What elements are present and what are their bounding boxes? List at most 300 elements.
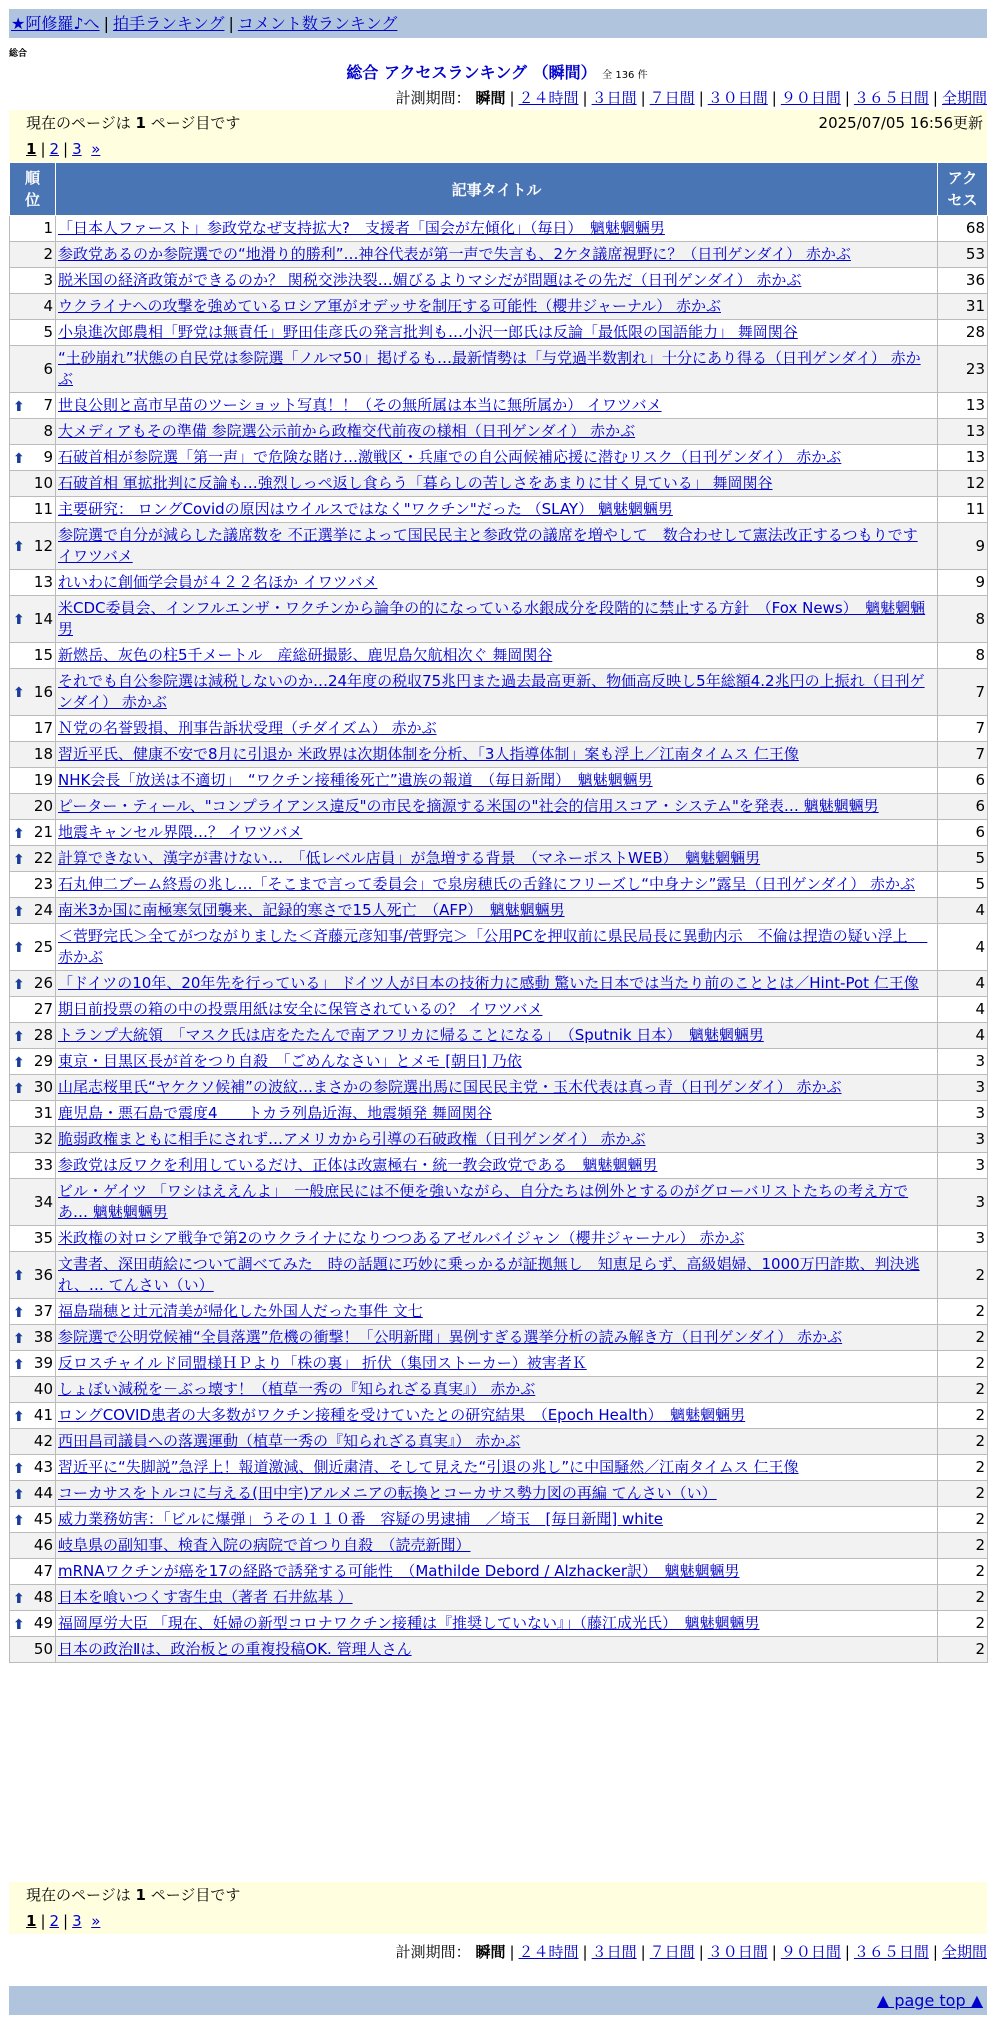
rank-cell (10, 320, 56, 346)
title-cell (56, 445, 938, 471)
rank-number: 32 (33, 1130, 53, 1148)
access-count: 53 (938, 242, 988, 268)
access-count: 4 (938, 898, 988, 924)
table-row (10, 742, 988, 768)
title-cell (56, 1179, 938, 1226)
rank-number: 4 (43, 297, 53, 315)
rank-cell (10, 570, 56, 596)
title-cell (56, 294, 938, 320)
period-3d[interactable]: ３日間 (591, 89, 637, 107)
table-row (10, 1049, 988, 1075)
table-row (10, 523, 988, 570)
title-cell (56, 419, 938, 445)
rank-number: 46 (33, 1536, 53, 1554)
rank-up-arrow-icon: ⬆ (13, 1512, 25, 1529)
rank-cell (10, 393, 56, 419)
article-link[interactable]: 参政党は反ワクを利用しているだけ、正体は改憲極右・統一教会政党である 魑魅魍魎男 (58, 1156, 658, 1174)
rank-cell (10, 1299, 56, 1325)
period-3d[interactable]: ３日間 (591, 1943, 637, 1961)
period-all[interactable]: 全期間 (941, 1943, 987, 1961)
rank-number: 38 (33, 1328, 53, 1346)
article-link[interactable]: 威力業務妨害：「ビルに爆弾」うその１１０番 容疑の男逮捕 ／埼玉 [毎日新聞] white (58, 1510, 664, 1528)
page-title (0, 60, 994, 83)
rank-up-arrow-icon: ⬆ (13, 1330, 25, 1347)
table-row (10, 1481, 988, 1507)
rank-number: 17 (33, 719, 53, 737)
access-count: 2 (938, 1325, 988, 1351)
article-link[interactable]: 鹿児島・悪石島で震度4 トカラ列島近海、地震頻発 舞岡関谷 (58, 1104, 492, 1122)
article-link[interactable]: 米政権の対ロシア戦争で第2のウクライナになりつつあるアゼルバイジャン（櫻井ジャーナル） 赤かぶ (58, 1229, 745, 1247)
article-link[interactable]: 福岡厚労大臣 「現在、妊婦の新型コロナワクチン接種は『推奨していない』」（藤江成光氏） 魑魅魍魎男 (58, 1614, 760, 1632)
table-row (10, 1403, 988, 1429)
article-link[interactable]: 石破首相 軍拡批判に反論も…強烈しっぺ返し食らう「暮らしの苦しさをあまりに甘く見ている」 舞岡関谷 (58, 474, 773, 492)
title-cell (56, 1585, 938, 1611)
rank-up-arrow-icon: ⬆ (13, 1616, 25, 1633)
table-row (10, 768, 988, 794)
title-cell (56, 1127, 938, 1153)
article-link[interactable]: 脆弱政権まともに相手にされず…アメリカから引導の石破政権（日刊ゲンダイ） 赤かぶ (58, 1130, 646, 1148)
rank-number: 19 (33, 771, 53, 789)
page-2-link[interactable]: 2 (49, 140, 60, 158)
access-count: 9 (938, 523, 988, 570)
title-cell (56, 1429, 938, 1455)
access-count: 2 (938, 1611, 988, 1637)
rank-number: 15 (33, 646, 53, 664)
table-row (10, 1153, 988, 1179)
table-row (10, 794, 988, 820)
title-cell (56, 1023, 938, 1049)
rank-cell (10, 742, 56, 768)
title-cell (56, 497, 938, 523)
article-link[interactable]: 西田昌司議員への落選運動（植草一秀の『知られざる真実』） 赤かぶ (58, 1432, 521, 1450)
rank-number: 36 (33, 1265, 53, 1284)
comment-ranking-link[interactable]: コメント数ランキング (237, 14, 398, 33)
title-cell (56, 216, 938, 242)
article-link[interactable]: 脱米国の経済政策ができるのか？ 関税交渉決裂…媚びるよりマシだが問題はその先だ（日刊ゲンダイ） 赤かぶ (58, 271, 802, 289)
article-link[interactable]: 期日前投票の箱の中の投票用紙は安全に保管されているの？ イワツバメ (58, 1000, 543, 1018)
period-365d[interactable]: ３６５日間 (853, 89, 929, 107)
table-row (10, 1299, 988, 1325)
title-cell (56, 716, 938, 742)
current-page: 1 (135, 1886, 146, 1904)
article-link[interactable]: ロングCOVID患者の大多数がワクチン接種を受けていたとの研究結果 （Epoch Health） 魑魅魍魎男 (58, 1406, 746, 1424)
table-row (10, 1559, 988, 1585)
title-cell (56, 669, 938, 716)
ranking-table (9, 162, 988, 1663)
rank-up-arrow-icon: ⬆ (13, 612, 25, 628)
rank-up-arrow-icon: ⬆ (13, 903, 25, 920)
rank-cell (10, 242, 56, 268)
article-link[interactable]: 岐阜県の副知事、検査入院の病院で首つり自殺 （読売新聞） (58, 1536, 471, 1554)
table-row (10, 643, 988, 669)
period-365d[interactable]: ３６５日間 (853, 1943, 929, 1961)
pager: 1 | 2 | 3 » (26, 1912, 101, 1930)
table-row (10, 1533, 988, 1559)
period-7d[interactable]: ７日間 (649, 1943, 695, 1961)
title-cell (56, 471, 938, 497)
article-link[interactable]: 南米3か国に南極寒気団襲来、記録的寒さで15人死亡 （AFP） 魑魅魍魎男 (58, 901, 565, 919)
rank-cell (10, 596, 56, 643)
access-count: 2 (938, 1252, 988, 1299)
page-3-link[interactable]: 3 (72, 1912, 82, 1930)
title-cell (56, 1481, 938, 1507)
title-cell (56, 1049, 938, 1075)
rank-cell (10, 1023, 56, 1049)
table-row (10, 872, 988, 898)
rank-cell (10, 1075, 56, 1101)
period-7d[interactable]: ７日間 (649, 89, 695, 107)
title-cell (56, 1637, 938, 1663)
access-count: 2 (938, 1585, 988, 1611)
table-row (10, 846, 988, 872)
title-cell (56, 643, 938, 669)
access-count: 2 (938, 1507, 988, 1533)
article-link[interactable]: 石丸伸二ブーム終焉の兆し…「そこまで言って委員会」で泉房穂氏の舌鋒にフリーズし“中身ナシ”露呈（日刊ゲンダイ） 赤かぶ (58, 875, 916, 893)
rank-number: 45 (33, 1510, 53, 1528)
article-link[interactable]: しょぼい減税を－ぶっ壊す！（植草一秀の『知られざる真実』） 赤かぶ (58, 1380, 536, 1398)
article-link[interactable]: 習近平氏、健康不安で8月に引退か 米政界は次期体制を分析、「3人指導体制」案も浮上／江南タイムス 仁王像 (58, 745, 799, 763)
table-row (10, 1351, 988, 1377)
rank-cell (10, 1101, 56, 1127)
rank-number: 7 (43, 396, 53, 414)
title-cell (56, 242, 938, 268)
table-row (10, 419, 988, 445)
period-all[interactable]: 全期間 (941, 89, 987, 107)
access-count: 3 (938, 1101, 988, 1127)
access-count: 7 (938, 716, 988, 742)
table-row (10, 1377, 988, 1403)
rank-up-arrow-icon: ⬆ (13, 940, 25, 956)
rank-number: 44 (33, 1484, 53, 1502)
rank-up-arrow-icon: ⬆ (13, 539, 25, 555)
table-row (10, 898, 988, 924)
period-selector-bottom: 計測期間： 瞬間 | ２４時間 | ３日間 | ７日間 | ３０日間 | ９０日間 | ３６５日間 | 全期間 (395, 1943, 987, 1961)
article-link[interactable]: 日本の政治Ⅱは、政治板との重複投稿OK. 管理人さん (58, 1640, 412, 1658)
table-row (10, 1429, 988, 1455)
rank-cell (10, 268, 56, 294)
rank-number: 18 (33, 745, 53, 763)
table-row (10, 497, 988, 523)
rank-number: 49 (33, 1614, 53, 1632)
rank-number: 11 (33, 500, 53, 518)
rank-cell (10, 971, 56, 997)
pager: 1 | 2 | 3 » (26, 140, 101, 158)
rank-cell (10, 1637, 56, 1663)
title-cell (56, 596, 938, 643)
article-link[interactable]: 大メディアもその準備 参院選公示前から政権交代前夜の様相（日刊ゲンダイ） 赤かぶ (58, 422, 636, 440)
rank-up-arrow-icon: ⬆ (13, 1356, 25, 1373)
access-count: 5 (938, 846, 988, 872)
page-3-link[interactable]: 3 (72, 140, 82, 158)
access-count: 3 (938, 1153, 988, 1179)
rank-up-arrow-icon: ⬆ (13, 1268, 25, 1284)
rank-cell (10, 1351, 56, 1377)
table-row (10, 716, 988, 742)
article-link[interactable]: れいわに創価学会員が４２２名ほか イワツバメ (58, 573, 378, 591)
title-cell (56, 1507, 938, 1533)
next-page-link[interactable]: » (91, 140, 101, 158)
period-30d[interactable]: ３０日間 (707, 1943, 768, 1961)
article-link[interactable]: 文書者、深田萌絵について調べてみた 時の話題に巧妙に乗っかるが証拠無し 知恵足らず、高級娼婦、1000万円詐欺、判決逃れ、… てんさい（い） (58, 1255, 920, 1294)
table-header-row (10, 163, 988, 216)
rank-number: 50 (33, 1640, 53, 1658)
rank-number: 39 (33, 1354, 53, 1372)
header-access: アクセス (938, 163, 988, 216)
rank-cell (10, 445, 56, 471)
article-link[interactable]: ＜菅野完氏＞全てがつながりました＜斉藤元彦知事/菅野完＞「公用PCを押収前に県民局長に異動内示 不倫は捏造の疑い浮上 赤かぶ (58, 927, 928, 966)
article-link[interactable]: 参院選で自分が減らした議席数を 不正選挙によって国民民主と参政党の議席を増やして 数合わせして憲法改正するつもりです イワツバメ (58, 526, 918, 565)
rank-up-arrow-icon: ⬆ (13, 685, 25, 701)
rank-number: 6 (43, 359, 53, 378)
table-row (10, 820, 988, 846)
rank-number: 27 (33, 1000, 53, 1018)
rank-cell (10, 1481, 56, 1507)
table-row (10, 268, 988, 294)
table-row (10, 1023, 988, 1049)
rank-up-arrow-icon: ⬆ (13, 851, 25, 868)
rank-number: 33 (33, 1156, 53, 1174)
article-link[interactable]: 地震キャンセル界隈…？ イワツバメ (58, 823, 303, 841)
title-cell (56, 794, 938, 820)
title-cell (56, 346, 938, 393)
rank-cell (10, 1153, 56, 1179)
access-count: 6 (938, 820, 988, 846)
rank-cell (10, 497, 56, 523)
title-cell (56, 393, 938, 419)
access-count: 13 (938, 445, 988, 471)
article-link[interactable]: 世良公則と高市早苗のツーショット写真！！（その無所属は本当に無所属か） イワツバメ (58, 396, 662, 414)
rank-number: 13 (33, 573, 53, 591)
table-row (10, 445, 988, 471)
table-row (10, 1507, 988, 1533)
title-cell (56, 570, 938, 596)
table-row (10, 924, 988, 971)
access-count: 28 (938, 320, 988, 346)
title-cell (56, 997, 938, 1023)
title-cell (56, 1351, 938, 1377)
rank-cell (10, 1585, 56, 1611)
table-row (10, 1637, 988, 1663)
table-row (10, 320, 988, 346)
paging-status: 現在のページは 1 ページ目です (26, 1886, 241, 1904)
article-link[interactable]: 日本を喰いつくす寄生虫（著者 石井紘基 ） (58, 1588, 353, 1606)
rank-cell (10, 820, 56, 846)
article-link[interactable]: 反ロスチャイルド同盟様ＨＰより「株の裏」 折伏（集団ストーカー）被害者Ｋ (58, 1354, 587, 1372)
rank-number: 34 (33, 1192, 53, 1211)
article-link[interactable]: 計算できない、漢字が書けない… 「低レベル店員」が急増する背景 （マネーポストWEB） 魑魅魍魎男 (58, 849, 761, 867)
article-link[interactable]: 主要研究： ロングCovidの原因はウイルスではなく"ワクチン"だった （SLAY） 魑魅魍魎男 (58, 500, 673, 518)
access-count: 2 (938, 1429, 988, 1455)
rank-cell (10, 669, 56, 716)
access-count: 3 (938, 1049, 988, 1075)
title-cell (56, 1533, 938, 1559)
article-link[interactable]: 福島瑞穂と辻元清美が帰化した外国人だった事件 文七 (58, 1302, 423, 1320)
next-page-link[interactable]: » (91, 1912, 101, 1930)
rank-cell (10, 419, 56, 445)
article-link[interactable]: NHK会長「放送は不適切」 “ワクチン接種後死亡”遺族の報道 （毎日新聞） 魑魅魍魎男 (58, 771, 653, 789)
access-count: 3 (938, 1226, 988, 1252)
title-cell (56, 1252, 938, 1299)
title-cell (56, 1325, 938, 1351)
title-cell (56, 320, 938, 346)
table-row (10, 471, 988, 497)
rank-number: 26 (33, 974, 53, 992)
period-label: 計測期間： (395, 89, 471, 107)
article-link[interactable]: 米CDC委員会、インフルエンザ・ワクチンから論争の的になっている水銀成分を段階的に禁止する方針 （Fox News） 魑魅魍魎男 (58, 599, 926, 638)
access-count: 8 (938, 596, 988, 643)
article-link[interactable]: ビル・ゲイツ 「ワシはええんよ」 一般庶民には不便を強いながら、自分たちは例外とするのがグローバリストたちの考え方であ… 魑魅魍魎男 (58, 1182, 909, 1221)
access-count: 36 (938, 268, 988, 294)
header-title: 記事タイトル (56, 163, 938, 216)
rank-number: 1 (43, 219, 53, 237)
title-cell (56, 268, 938, 294)
rank-up-arrow-icon: ⬆ (13, 1054, 25, 1071)
article-link[interactable]: 「ドイツの10年、20年先を行っている」 ドイツ人が日本の技術力に感動 驚いた日本では当たり前のこととは／Hint-Pot 仁王像 (58, 974, 919, 992)
article-link[interactable]: 小泉進次郎農相「野党は無責任」野田佳彦氏の発言批判も…小沢一郎氏は反論「最低限の国語能力」 舞岡関谷 (58, 323, 798, 341)
access-count: 11 (938, 497, 988, 523)
article-link[interactable]: トランプ大統領 「マスク氏は店をたたんで南アフリカに帰ることになる」 （Sputnik 日本） 魑魅魍魎男 (58, 1026, 764, 1044)
current-page: 1 (135, 114, 146, 132)
table-row (10, 294, 988, 320)
rank-number: 30 (33, 1078, 53, 1096)
header-rank: 順位 (10, 163, 56, 216)
article-link[interactable]: Ｎ党の名誉毀損、刑事告訴状受理（チダイズム） 赤かぶ (58, 719, 437, 737)
title-cell (56, 1153, 938, 1179)
table-row (10, 1226, 988, 1252)
access-count: 13 (938, 393, 988, 419)
paging-status: 現在のページは 1 ページ目です 2025/07/05 16:56更新 (9, 110, 987, 136)
bottom-bar (9, 1986, 987, 2015)
table-row (10, 393, 988, 419)
separator: | (228, 14, 234, 33)
rank-cell (10, 216, 56, 242)
rank-number: 3 (43, 271, 53, 289)
title-cell (56, 1075, 938, 1101)
article-link[interactable]: ウクライナへの攻撃を強めているロシア軍がオデッサを制圧する可能性（櫻井ジャーナル） 赤かぶ (58, 297, 721, 315)
rank-number: 21 (33, 823, 53, 841)
period-24h[interactable]: ２４時間 (518, 89, 579, 107)
rank-cell (10, 997, 56, 1023)
article-link[interactable]: ピーター・ティール、"コンプライアンス違反"の市民を摘源する米国の"社会的信用スコア・システム"を発表… 魑魅魍魎男 (58, 797, 879, 815)
access-count: 7 (938, 669, 988, 716)
rank-number: 16 (33, 682, 53, 701)
title-cell (56, 1611, 938, 1637)
title-cell (56, 1299, 938, 1325)
rank-up-arrow-icon: ⬆ (13, 976, 25, 993)
access-count: 8 (938, 643, 988, 669)
access-count: 2 (938, 1637, 988, 1663)
period-label: 計測期間： (395, 1943, 471, 1961)
top-nav-bar (9, 9, 987, 38)
access-count: 2 (938, 1559, 988, 1585)
table-row (10, 997, 988, 1023)
rank-up-arrow-icon: ⬆ (13, 1028, 25, 1045)
access-count: 3 (938, 1075, 988, 1101)
rank-number: 28 (33, 1026, 53, 1044)
title-cell (56, 742, 938, 768)
rank-up-arrow-icon: ⬆ (13, 1460, 25, 1477)
clap-ranking-link[interactable]: 拍手ランキング (112, 14, 225, 33)
period-90d[interactable]: ９０日間 (780, 89, 841, 107)
article-link[interactable]: コーカサスをトルコに与える(田中宇)アルメニアの転換とコーカサス勢力図の再編 てんさい（い） (58, 1484, 717, 1502)
rank-cell (10, 1455, 56, 1481)
rank-cell (10, 523, 56, 570)
home-link[interactable]: ★阿修羅♪へ (11, 14, 100, 33)
rank-cell (10, 898, 56, 924)
article-link[interactable]: 「日本人ファースト」参政党なぜ支持拡大? 支援者「国会が左傾化」（毎日） 魑魅魍魎男 (58, 219, 665, 237)
access-count: 3 (938, 1179, 988, 1226)
page-1-link[interactable]: 1 (26, 1912, 37, 1930)
total-count: 全 136 件 (602, 70, 648, 81)
title-cell (56, 898, 938, 924)
rank-number: 31 (33, 1104, 53, 1122)
period-30d[interactable]: ３０日間 (707, 89, 768, 107)
article-link[interactable]: mRNAワクチンが癌を17の経路で誘発する可能性 （Mathilde Debord / Alzhacker訳） 魑魅魍魎男 (58, 1562, 740, 1580)
rank-cell (10, 1377, 56, 1403)
access-count: 6 (938, 794, 988, 820)
table-row (10, 346, 988, 393)
title-cell (56, 1403, 938, 1429)
rank-cell (10, 1325, 56, 1351)
period-24h[interactable]: ２４時間 (518, 1943, 579, 1961)
rank-up-arrow-icon: ⬆ (13, 1408, 25, 1425)
rank-number: 24 (33, 901, 53, 919)
article-link[interactable]: “土砂崩れ”状態の自民党は参院選「ノルマ50」掲げるも…最新情勢は「与党過半数割れ」十分にあり得る（日刊ゲンダイ） 赤かぶ (58, 349, 921, 388)
title-cell (56, 768, 938, 794)
period-90d[interactable]: ９０日間 (780, 1943, 841, 1961)
rank-number: 47 (33, 1562, 53, 1580)
access-count: 2 (938, 1299, 988, 1325)
page-1-link[interactable]: 1 (26, 140, 37, 158)
article-link[interactable]: それでも自公参院選は減税しないのか…24年度の税収75兆円また過去最高更新、物価高反映し5年総額4.2兆円の上振れ（日刊ゲンダイ） 赤かぶ (58, 672, 925, 711)
page-title-text: 総合 アクセスランキング （瞬間） (346, 63, 597, 82)
rank-up-arrow-icon: ⬆ (13, 1304, 25, 1321)
access-count: 4 (938, 971, 988, 997)
title-cell (56, 1559, 938, 1585)
table-row (10, 669, 988, 716)
table-row (10, 1611, 988, 1637)
rank-number: 14 (33, 609, 53, 628)
access-count: 2 (938, 1533, 988, 1559)
paging-box-top (9, 110, 987, 162)
table-row (10, 216, 988, 242)
access-count: 7 (938, 742, 988, 768)
rank-cell (10, 1127, 56, 1153)
access-count: 12 (938, 471, 988, 497)
rank-cell (10, 1252, 56, 1299)
period-selector-top: 計測期間： 瞬間 | ２４時間 | ３日間 | ７日間 | ３０日間 | ９０日間 | ３６５日間 | 全期間 (395, 89, 987, 107)
article-link[interactable]: 石破首相が参院選「第一声」で危険な賭け…激戦区・兵庫での自公両候補応援に潜むリスク（日刊ゲンダイ） 赤かぶ (58, 448, 842, 466)
rank-cell (10, 1533, 56, 1559)
article-link[interactable]: 習近平に“失脚説”急浮上！報道激減、側近粛清、そして見えた“引退の兆し”に中国騒然／江南タイムス 仁王像 (58, 1458, 799, 1476)
rank-cell (10, 1403, 56, 1429)
article-link[interactable]: 新燃岳、灰色の柱5千メートル 産総研撮影、鹿児島欠航相次ぐ 舞岡関谷 (58, 646, 553, 664)
rank-number: 8 (43, 422, 53, 440)
access-count: 2 (938, 1377, 988, 1403)
article-link[interactable]: 東京・目黒区長が首をつり自殺 「ごめんなさい」とメモ [朝日] 乃依 (58, 1052, 522, 1070)
rank-up-arrow-icon: ⬆ (13, 825, 25, 842)
access-count: 6 (938, 768, 988, 794)
rank-number: 12 (33, 536, 53, 555)
rank-cell (10, 1611, 56, 1637)
page-top-link[interactable]: ▲ page top ▲ (876, 1991, 983, 2010)
page-2-link[interactable]: 2 (49, 1912, 60, 1930)
rank-number: 20 (33, 797, 53, 815)
article-link[interactable]: 山尾志桜里氏“ヤケクソ候補”の波紋…まさかの参院選出馬に国民民主党・玉木代表は真っ青（日刊ゲンダイ） 赤かぶ (58, 1078, 842, 1096)
access-count: 2 (938, 1351, 988, 1377)
article-link[interactable]: 参院選で公明党候補“全員落選”危機の衝撃！「公明新聞」異例すぎる選挙分析の読み解き方（日刊ゲンダイ） 赤かぶ (58, 1328, 843, 1346)
article-link[interactable]: 参政党あるのか参院選での“地滑り的勝利”…神谷代表が第一声で失言も、2ケタ議席視野に？（日刊ゲンダイ） 赤かぶ (58, 245, 851, 263)
